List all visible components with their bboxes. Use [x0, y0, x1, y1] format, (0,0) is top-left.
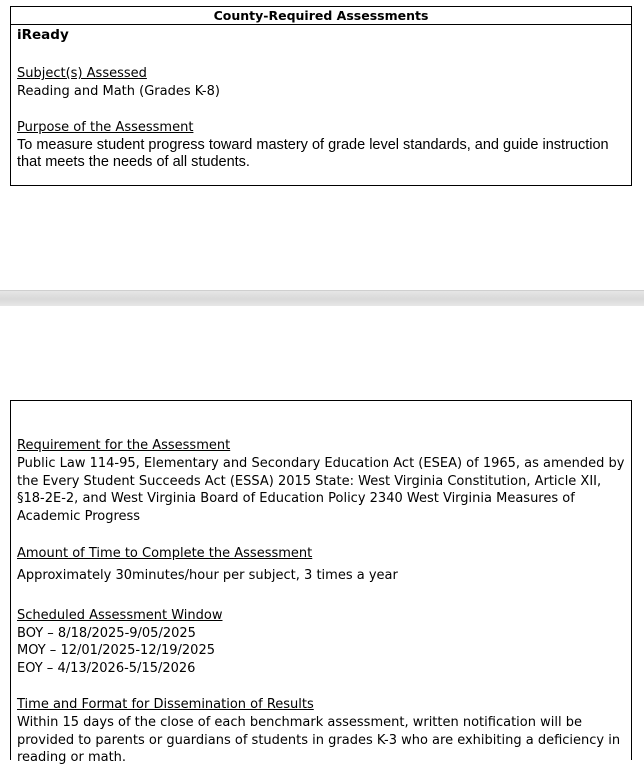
assessment-box-bottom [10, 400, 632, 765]
document-page-1 [0, 0, 644, 290]
assessment-name: iReady [17, 27, 69, 43]
requirement-value: Public Law 114-95, Elementary and Secondary Education Act (ESEA) of 1965, as amended by the Every Student Succeeds Act (ESSA) 2015 State: West Virginia Constitution, Article XII, §18-2E-2, and West Virginia Board of Education Policy 2340 West Virginia Measures of Academic Progress [17, 456, 625, 524]
document-page-2 [0, 306, 644, 765]
purpose-label: Purpose of the Assessment [17, 120, 194, 135]
window-boy: BOY – 8/18/2025-9/05/2025 [17, 626, 196, 641]
results-label: Time and Format for Dissemination of Results [17, 697, 314, 712]
window-eoy: EOY – 4/13/2026-5/15/2026 [17, 661, 196, 676]
table-header: County-Required Assessments [11, 7, 631, 25]
purpose-value: To measure student progress toward mastery of grade level standards, and guide instruction that meets the needs of all students. [17, 137, 609, 170]
assessment-box-top [10, 6, 632, 186]
time-required-value: Approximately 30minutes/hour per subject, 3 times a year [17, 568, 398, 583]
window-label: Scheduled Assessment Window [17, 608, 223, 623]
subjects-label: Subject(s) Assessed [17, 66, 147, 81]
results-value: Within 15 days of the close of each benchmark assessment, written notification will be provided to parents or guardians of students in grades K-3 who are exhibiting a deficiency in reading or math. [17, 715, 621, 765]
time-required-label: Amount of Time to Complete the Assessment [17, 546, 313, 561]
subjects-value: Reading and Math (Grades K-8) [17, 84, 220, 99]
window-moy: MOY – 12/01/2025-12/19/2025 [17, 643, 215, 658]
requirement-label: Requirement for the Assessment [17, 438, 231, 453]
